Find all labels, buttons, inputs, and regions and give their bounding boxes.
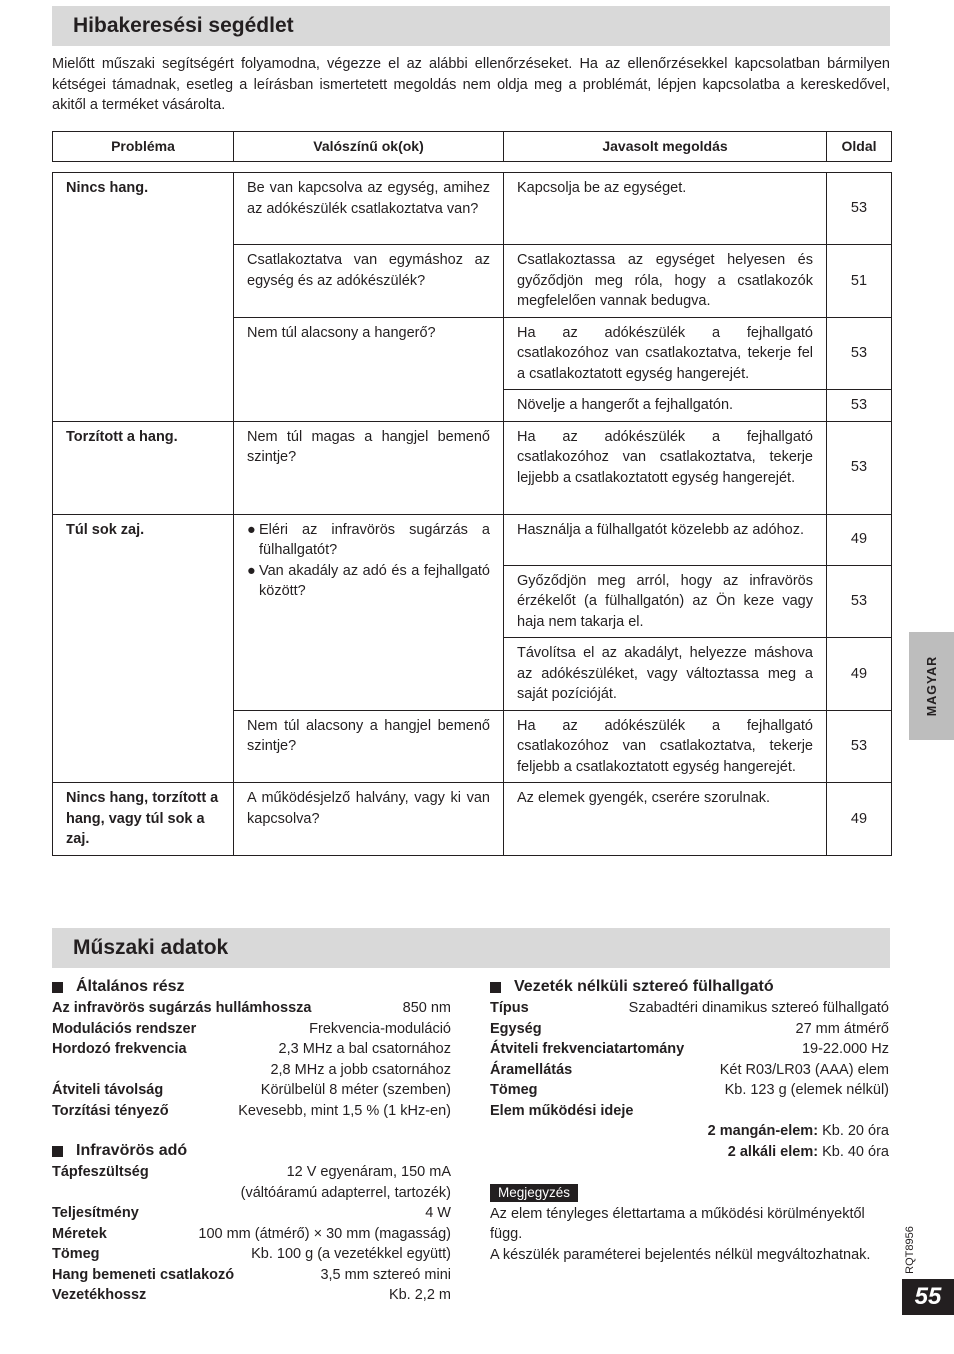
- spec-value: 3,5 mm sztereó mini: [320, 1266, 451, 1283]
- page-cell: 53: [827, 173, 892, 245]
- cause-cell: A működésjelző halvány, vagy ki van kapcsolva?: [234, 783, 504, 856]
- header-page: Oldal: [827, 132, 892, 162]
- spec-key: Átviteli távolság: [52, 1082, 164, 1098]
- transmitter-heading: Infravörös adó: [52, 1140, 451, 1162]
- spec-key: Típus: [490, 1000, 529, 1016]
- page-cell: 53: [827, 317, 892, 390]
- spec-row: [52, 1060, 451, 1081]
- document-code: RQT8956: [904, 1226, 916, 1274]
- spec-row: [52, 998, 451, 1019]
- spec-key: Vezetékhossz: [52, 1287, 147, 1303]
- spec-key: Tápfeszültség: [52, 1164, 149, 1180]
- solution-cell: Kapcsolja be az egységet.: [504, 173, 827, 245]
- header-cause: Valószínű ok(ok): [234, 132, 504, 162]
- spec-row: [52, 1224, 451, 1245]
- general-heading: Általános rész: [52, 976, 451, 998]
- table-row: [53, 514, 892, 565]
- headphones-heading: Vezeték nélküli sztereó fülhallgató: [490, 976, 889, 998]
- spec-key: Elem működési ideje: [490, 1102, 634, 1119]
- cause-bullet: ● Eléri az infravörös sugárzás a fülhallgatót?: [247, 520, 490, 561]
- cause-cell: Be van kapcsolva az egység, amihez az adókészülék csatlakoztatva van?: [234, 173, 504, 245]
- cause-bullet: ● Van akadály az adó és a fejhallgató között?: [247, 561, 490, 602]
- bullet-icon: ●: [247, 521, 256, 538]
- specs-left-column: [52, 976, 451, 1306]
- spec-value: (váltóáramú adapterrel, tartozék): [240, 1184, 451, 1201]
- page-cell: 51: [827, 245, 892, 318]
- spec-value: Kb. 100 g (a vezetékkel együtt): [251, 1246, 451, 1262]
- solution-cell: Ha az adókészülék a fejhallgató csatlakozóhoz van csatlakoztatva, tekerje fel a csatlakoztatott egység hangerejét.: [504, 317, 827, 390]
- spec-row: [52, 1265, 451, 1286]
- table-row: [53, 421, 892, 514]
- spec-row: [490, 1101, 889, 1122]
- spec-row: [490, 998, 889, 1019]
- page-cell: 53: [827, 565, 892, 638]
- spec-row: [52, 1203, 451, 1224]
- spec-key: Hang bemeneti csatlakozó: [52, 1266, 235, 1283]
- spec-value: Frekvencia-moduláció: [309, 1020, 451, 1037]
- spec-value: Kb. 2,2 m: [388, 1287, 451, 1303]
- page-cell: 53: [827, 710, 892, 783]
- page-number: 55: [902, 1279, 954, 1315]
- spec-value: Kb. 123 g (elemek nélkül): [724, 1082, 889, 1098]
- solution-cell: Az elemek gyengék, cserére szorulnak.: [504, 783, 827, 856]
- spec-key: Átviteli frekvenciatartomány: [490, 1041, 685, 1057]
- note-line: Az elem tényleges élettartama a működési körülményektől függ.: [490, 1205, 865, 1242]
- table-row: [53, 173, 892, 245]
- header-problem: Probléma: [53, 132, 234, 162]
- header-solution: Javasolt megoldás: [504, 132, 827, 162]
- troubleshooting-table: [52, 172, 892, 856]
- spec-key: Hordozó frekvencia: [52, 1041, 187, 1057]
- bullet-icon: ●: [247, 562, 256, 579]
- solution-cell: Növelje a hangerőt a fejhallgatón.: [504, 390, 827, 422]
- headphones-spec-list: [490, 998, 889, 1121]
- general-spec-list: [52, 998, 451, 1121]
- page-cell: 49: [827, 783, 892, 856]
- spec-key: Teljesítmény: [52, 1205, 139, 1221]
- spec-key: Torzítási tényező: [52, 1102, 169, 1119]
- spec-row: [490, 1080, 889, 1101]
- spec-value: Körülbelül 8 méter (szemben): [260, 1082, 451, 1098]
- spec-key: Modulációs rendszer: [52, 1020, 197, 1037]
- solution-cell: Távolítsa el az akadályt, helyezze máshova az adókészüléket, vagy változtassa meg a saját pozícióját.: [504, 638, 827, 711]
- note-label: Megjegyzés: [490, 1184, 578, 1202]
- square-bullet-icon: [52, 1146, 63, 1157]
- specs-right-column: [490, 976, 889, 1265]
- spec-row: [490, 1019, 889, 1040]
- problem-cell: Torzított a hang.: [53, 421, 234, 514]
- solution-cell: Ha az adókészülék a fejhallgató csatlakozóhoz van csatlakoztatva, tekerje lejjebb a csatlakoztatott egység hangerejét.: [504, 421, 827, 514]
- spec-value: 2,8 MHz a jobb csatornához: [270, 1061, 451, 1078]
- table-row: [53, 783, 892, 856]
- battery-manganese: 2 mangán-elem: Kb. 20 óra: [707, 1123, 889, 1139]
- solution-cell: Használja a fülhallgatót közelebb az adóhoz.: [504, 514, 827, 565]
- section-title-troubleshooting: Hibakeresési segédlet: [52, 6, 890, 46]
- note-line: A készülék paraméterei bejelentés nélkül megváltozhatnak.: [490, 1246, 871, 1263]
- spec-row: [52, 1183, 451, 1204]
- language-tab: MAGYAR: [909, 632, 954, 740]
- spec-value: 100 mm (átmérő) × 30 mm (magasság): [198, 1225, 451, 1242]
- spec-value: 2,3 MHz a bal csatornához: [278, 1041, 451, 1057]
- troubleshooting-table-header: [52, 131, 892, 162]
- solution-cell: Csatlakoztassa az egységet helyesen és győződjön meg róla, hogy a csatlakozók megfelelően vannak bedugva.: [504, 245, 827, 318]
- spec-value: 19-22.000 Hz: [801, 1041, 889, 1057]
- square-bullet-icon: [52, 982, 63, 993]
- cause-cell: Nem túl magas a hangjel bemenő szintje?: [234, 421, 504, 514]
- cause-cell: Nem túl alacsony a hangerő?: [234, 317, 504, 421]
- spec-key: Tömeg: [52, 1246, 100, 1262]
- spec-row: [52, 1101, 451, 1122]
- problem-cell: Nincs hang, torzított a hang, vagy túl sok a zaj.: [53, 783, 234, 856]
- battery-alkaline: 2 alkáli elem: Kb. 40 óra: [727, 1143, 889, 1160]
- spec-value: 4 W: [425, 1205, 451, 1221]
- intro-paragraph: Mielőtt műszaki segítségért folyamodna, végezze el az alábbi ellenőrzéseket. Ha az ellenőrzésekkel kapcsolatban bármilyen kétségei támadnak, esetleg a leírásban ismertetett megoldás nem oldja meg a problémát, lépjen kapcsolatba a kereskedővel, akitől a terméket vásárolta.: [52, 56, 890, 113]
- problem-cell: Túl sok zaj.: [53, 514, 234, 783]
- spec-value: 850 nm: [402, 1000, 451, 1016]
- cause-cell: Csatlakoztatva van egymáshoz az egység és az adókészülék?: [234, 245, 504, 318]
- section-title-specs: Műszaki adatok: [52, 928, 890, 968]
- spec-row: [52, 1244, 451, 1265]
- page-cell: 53: [827, 390, 892, 422]
- spec-row: [52, 1039, 451, 1060]
- page-cell: 49: [827, 638, 892, 711]
- cause-cell: [234, 514, 504, 710]
- spec-value: 27 mm átmérő: [795, 1020, 889, 1037]
- table-header-row: [53, 132, 892, 162]
- spec-key: Egység: [490, 1020, 542, 1037]
- cause-cell: Nem túl alacsony a hangjel bemenő szintje?: [234, 710, 504, 783]
- spec-value: 12 V egyenáram, 150 mA: [286, 1164, 451, 1180]
- page-cell: 53: [827, 421, 892, 514]
- problem-cell: Nincs hang.: [53, 173, 234, 422]
- spec-key: Méretek: [52, 1225, 107, 1242]
- square-bullet-icon: [490, 982, 501, 993]
- solution-cell: Győződjön meg arról, hogy az infravörös érzékelőt (a fülhallgatón) az Ön keze vagy haja nem takarja el.: [504, 565, 827, 638]
- spec-key: Tömeg: [490, 1082, 538, 1098]
- spec-row: [52, 1019, 451, 1040]
- spec-value: Kevesebb, mint 1,5 % (1 kHz-en): [238, 1102, 451, 1119]
- transmitter-spec-list: [52, 1162, 451, 1306]
- spec-row: [52, 1080, 451, 1101]
- spec-key: Áramellátás: [490, 1061, 573, 1078]
- spec-row: [52, 1285, 451, 1306]
- solution-cell: Ha az adókészülék a fejhallgató csatlakozóhoz van csatlakoztatva, tekerje feljebb a csatlakoztatott egység hangerejét.: [504, 710, 827, 783]
- spec-key: Az infravörös sugárzás hullámhossza: [52, 1000, 312, 1016]
- spec-row: [490, 1060, 889, 1081]
- spec-row: [490, 1039, 889, 1060]
- spec-value: Két R03/LR03 (AAA) elem: [719, 1061, 889, 1078]
- spec-value: Szabadtéri dinamikus sztereó fülhallgató: [628, 1000, 889, 1016]
- spec-row: [52, 1162, 451, 1183]
- page-cell: 49: [827, 514, 892, 565]
